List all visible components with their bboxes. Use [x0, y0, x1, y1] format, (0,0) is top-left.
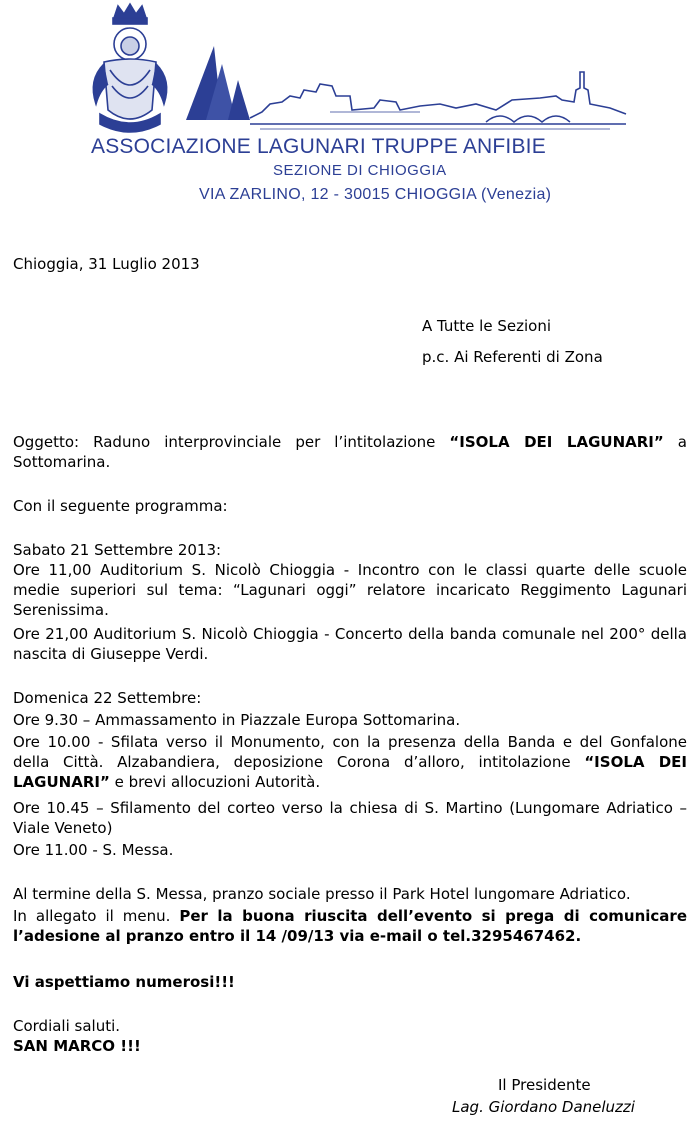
saturday-item-1100: Ore 11,00 Auditorium S. Nicolò Chioggia - Incontro con le classi quarte delle scuole medie superiori sul tema: “Lagunari oggi” relatore incaricato Reggimento Lagunari Serenissima.	[13, 561, 687, 619]
lagoon-skyline-with-sails-icon	[186, 46, 626, 129]
closing-line: Cordiali saluti.	[13, 1017, 121, 1035]
sunday-item-1000	[13, 732, 687, 792]
letterhead-artwork	[0, 0, 700, 140]
invitation-line: Vi aspettiamo numerosi!!!	[13, 973, 235, 991]
lunch-line: Al termine della S. Messa, pranzo sociale presso il Park Hotel lungomare Adriatico.	[13, 885, 631, 903]
sunday-item-1000-highlight: “ISOLA DEI LAGUNARI”	[13, 753, 687, 791]
subject-highlight: “ISOLA DEI LAGUNARI”	[449, 433, 664, 451]
recipient-line: A Tutte le Sezioni	[422, 317, 551, 335]
subject-line	[13, 432, 687, 472]
sunday-item-1000-tail: e brevi allocuzioni Autorità.	[109, 773, 321, 791]
recipient-line-cc: p.c. Ai Referenti di Zona	[422, 348, 603, 366]
sunday-item-1000-text: Ore 10.00 - Sfilata verso il Monumento, con la presenza della Banda e del Gonfalone della Città. Alzabandiera, deposizione Corona d’alloro, intitolazione	[13, 733, 687, 771]
program-intro: Con il seguente programma:	[13, 497, 228, 515]
saturday-item-2100: Ore 21,00 Auditorium S. Nicolò Chioggia - Concerto della banda comunale nel 200° della nascita di Giuseppe Verdi.	[13, 625, 687, 663]
sunday-heading: Domenica 22 Settembre:	[13, 689, 202, 707]
date-line: Chioggia, 31 Luglio 2013	[13, 255, 200, 273]
motto-line: SAN MARCO !!!	[13, 1037, 141, 1055]
sunday-item-0930: Ore 9.30 – Ammassamento in Piazzale Europa Sottomarina.	[13, 711, 461, 729]
lunch-rsvp-prefix: In allegato il menu.	[13, 907, 180, 925]
sunday-item-1045: Ore 10.45 – Sfilamento del corteo verso la chiesa di S. Martino (Lungomare Adriatico – Viale Veneto)	[13, 799, 687, 837]
letterhead	[0, 0, 700, 215]
section-name: SEZIONE DI CHIOGGIA	[273, 162, 447, 179]
lion-of-saint-mark-crest-icon	[93, 4, 166, 132]
lunch-rsvp	[13, 906, 687, 946]
organization-name: ASSOCIAZIONE LAGUNARI TRUPPE ANFIBIE	[91, 135, 546, 158]
subject-prefix: Oggetto: Raduno interprovinciale per l’intitolazione	[13, 433, 450, 451]
subject-suffix: a Sottomarina.	[13, 433, 687, 471]
sunday-item-1100: Ore 11.00 - S. Messa.	[13, 841, 174, 859]
saturday-heading: Sabato 21 Settembre 2013:	[13, 541, 222, 559]
lunch-rsvp-bold: Per la buona riuscita dell’evento si prega di comunicare l’adesione al pranzo entro il 14 /09/13 via e-mail o tel.3295467462.	[13, 907, 687, 945]
signature-role: Il Presidente	[498, 1076, 591, 1094]
signature-name: Lag. Giordano Daneluzzi	[452, 1098, 635, 1116]
organization-address: VIA ZARLINO, 12 - 30015 CHIOGGIA (Venezia)	[199, 186, 552, 203]
